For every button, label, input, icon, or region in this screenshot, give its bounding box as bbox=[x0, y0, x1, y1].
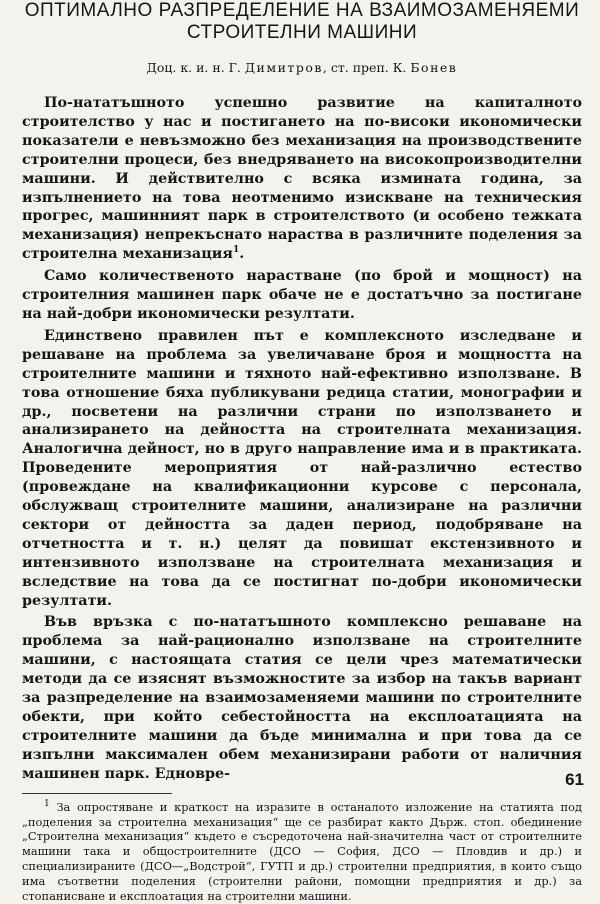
body-paragraph-4: Във връзка с по-нататъшното комплексно решаване на проблема за най-рационално използване на строителните машини, с настоящата статия се цели чрез математически методи да се изяснят възможностите за избор на такъв вариант за разпределение на взаимозаменяеми машини по строителните обекти, при който себестойността на експлоатацията на строителните машини да бъде минимална и при това да се изпълни максимален обем механизирани работи от наличния машинен парк. Едновре- bbox=[22, 614, 582, 782]
article-title-line-2: СТРОИТЕЛНИ МАШИНИ bbox=[186, 22, 418, 43]
body-paragraph-1: По-нататъшното успешно развитие на капиталното строителство у нас и постигането на по-високи икономически показатели е невъзможно без механизация на производствените строителни процеси, без внедряването на високопроизводителни машини. И действително с всяка измината година, за изпълнението на това неотменимо изискване на техническия прогрес, машинният парк в строителството (и особено тежката механизация) непрекъснато нараства в различните поделения за строителна механизация$^1$. bbox=[22, 95, 582, 263]
body-paragraph-3: Единствено правилен път е комплексното изследване и решаване на проблема за увеличаване броя и мощността на строителните машини и тяхното най-ефективно използване. В това отношение бяха публикувани редица статии, монографии и др., посветени на различни страни по използването и анализирането на дейността на строителната механизация. Аналогична дейност, но в друго направление има и в практиката. Проведените мероприятия от най-различно естество (провеждане на квалификационни курсове с персонала, обслужващ строителните машини, анализиране на различни сектори от дейността за даден период, подобряване на отчетността и т. н.) целят да повишат екстензивното и интензивното използване на строителната механизация и вследствие на това да се постигнат по-добри икономически резултати. bbox=[22, 327, 582, 609]
article-authors bbox=[22, 60, 582, 76]
footnote-reference[interactable]: 1 bbox=[232, 245, 240, 256]
footnote bbox=[22, 800, 582, 904]
article-title-line-1: ОПТИМАЛНО РАЗПРЕДЕЛЕНИЕ НА ВЗАИМОЗАМЕНЯЕМИ bbox=[24, 0, 580, 21]
paragraph-1-text: По-нататъшното успешно развитие на капиталното строителство у нас и постигането на по-високи икономически показатели е невъзможно без механизация на производствените строителни процеси, без внедряването на високопроизводителни машини. И действително с всяка измината година, за изпълнението на това неотменимо изискване на техническия прогрес, машинният парк в строителството (и особено тежката механизация) непрекъснато нараства в различните поделения за строителна механизация bbox=[22, 95, 582, 263]
footnote-text: За опростяване и краткост на изразите в останалото изложение на статията под „поделения за строителна механизация“ ще се разбират както Държ. стоп. обединение „Строителна механизация“ където е съсредоточена най-значителна част от строителните машини така и общостроителните (ДСО — София, ДСО — Пловдив и др.) и специализираните (ДСО—„Водстрой“, ГУТП и др.) строителни предприятия, в които също има съответни поделения (строителни райони, помощни предприятия и др.) за стопанисване и експлоатация на строителни машини. bbox=[22, 799, 582, 904]
author-prefix: Доц. к. и. н. Г. bbox=[146, 60, 245, 75]
body-paragraph-2: Само количественото нарастване (по брой и мощност) на строителния машинен парк обаче не е достатъчно за постигане на най-добри икономически резултати. bbox=[22, 268, 582, 322]
article-title bbox=[22, 0, 582, 44]
page-number: 61 bbox=[565, 770, 584, 789]
author-name-2: Бонев bbox=[410, 60, 458, 75]
footnote-marker: 1 bbox=[44, 798, 50, 809]
author-middle: , ст. преп. К. bbox=[322, 60, 411, 75]
footnote-divider bbox=[22, 793, 172, 794]
author-name-1: Димитров bbox=[244, 60, 323, 75]
